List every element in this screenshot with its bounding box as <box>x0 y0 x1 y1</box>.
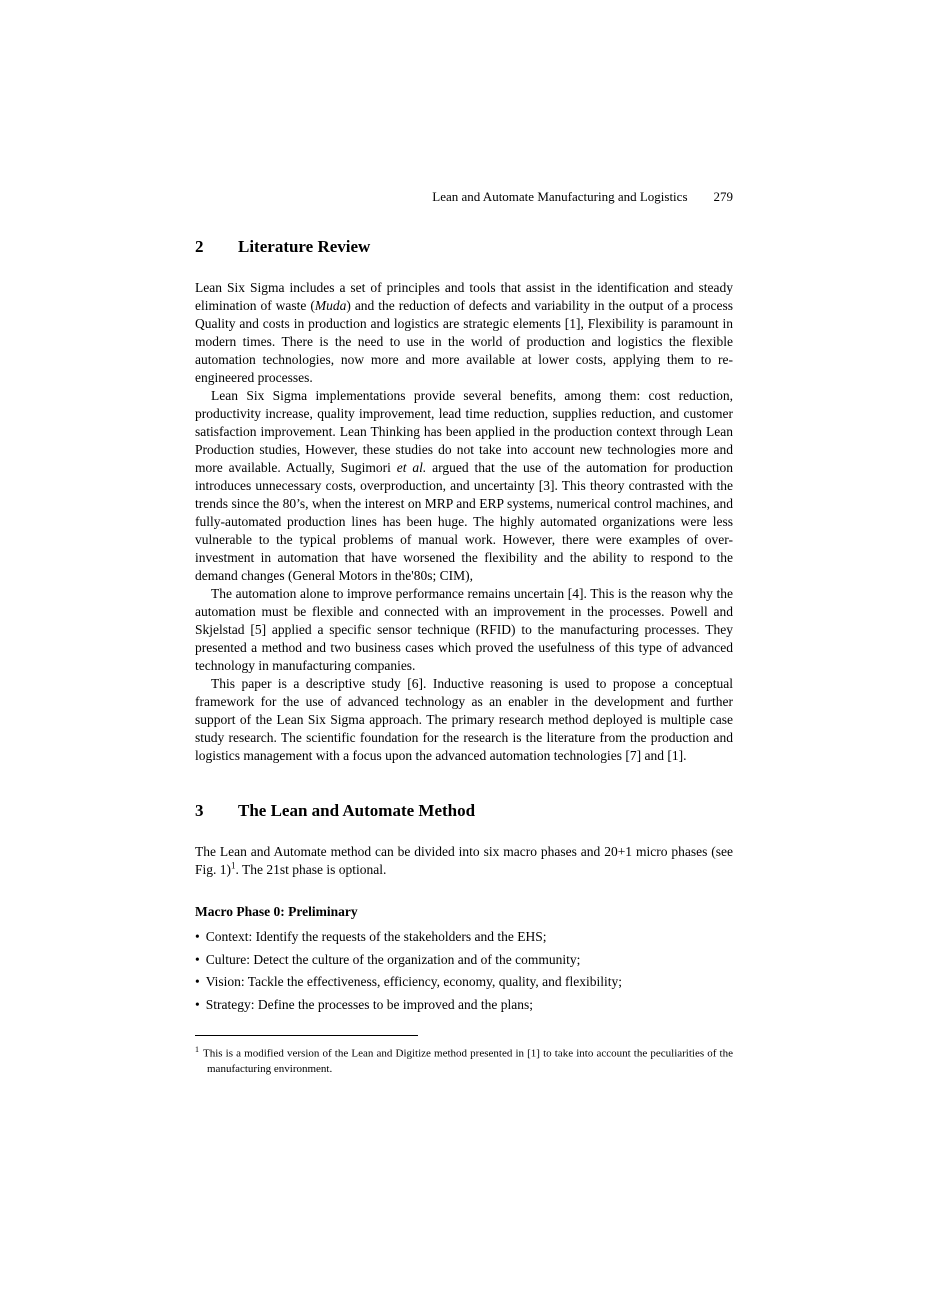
para-text: Lean Six Sigma includes a set of principles and tools that assist in the identification and steady elimination of waste ( <box>195 280 733 313</box>
page-content <box>195 189 733 1088</box>
section-2-number: 2 <box>195 237 204 256</box>
footnote-marker: 1 <box>195 1044 199 1054</box>
macro-phase-subheading: Macro Phase 0: Preliminary <box>195 904 358 919</box>
bullet-text: Strategy: Define the processes to be improved and the plans; <box>205 996 534 1012</box>
bullet-list <box>195 928 733 1014</box>
para-text: . The 21st phase is optional. <box>235 862 387 877</box>
section2-paragraph-4: This paper is a descriptive study [6]. Inductive reasoning is used to propose a conceptual framework for the use of advanced technology as an enabler in the development and further support of the Lean Six Sigma approach. The primary research method deployed is multiple case study research. The scientific foundation for the research is the literature from the production and logistics management with a focus upon the advanced automation technologies [7] and [1]. <box>195 676 733 763</box>
bullet-icon: • <box>195 929 200 944</box>
section-2-title: Literature Review <box>238 237 371 256</box>
bullet-text: Context: Identify the requests of the stakeholders and the EHS; <box>205 929 547 944</box>
footnote-marker-inline: 1 <box>231 860 236 871</box>
bullet-icon: • <box>195 951 200 967</box>
page-number: 279 <box>713 189 733 204</box>
section2-paragraph-3: The automation alone to improve performance remains uncertain [4]. This is the reason why the automation must be flexible and connected with an improvement in the processes. Powell and Skjelstad [5] applied a specific sensor technique (RFID) to the manufacturing processes. They presented a method and two business cases which proved the usefulness of this type of advanced technology in manufacturing companies. <box>195 586 733 673</box>
section2-paragraph-2 <box>195 387 733 585</box>
footnote-text: This is a modified version of the Lean and Digitize method presented in [1] to take into account the peculiarities of the manufacturing environment. <box>203 1047 733 1075</box>
running-title: Lean and Automate Manufacturing and Logistics <box>432 189 688 204</box>
section-2-heading <box>195 237 733 257</box>
section2-paragraph-1 <box>195 279 733 387</box>
bullet-item-context <box>195 928 733 946</box>
section-3-number: 3 <box>195 801 204 820</box>
bullet-item-culture <box>195 951 733 969</box>
bullet-item-strategy <box>195 996 733 1014</box>
bullet-text: Culture: Detect the culture of the organization and of the community; <box>205 951 581 967</box>
footnote-separator <box>195 1035 418 1036</box>
running-header <box>195 189 733 204</box>
section-3-title: The Lean and Automate Method <box>238 801 476 820</box>
footnote <box>195 1042 733 1078</box>
italic-term-muda: Muda <box>314 298 347 313</box>
para-text: The Lean and Automate method can be divided into six macro phases and 20+1 micro phases (see Fig. 1) <box>195 844 733 877</box>
para-text: ) and the reduction of defects and variability in the output of a process Quality and costs in production and logistics are strategic elements [1], Flexibility is paramount in modern times. There is the need to use in the world of production and logistics the flexible automation technologies, now more and more available at lower costs, applying them to re-engineered processes. <box>195 298 733 385</box>
bullet-text: Vision: Tackle the effectiveness, efficiency, economy, quality, and flexibility; <box>205 974 622 989</box>
italic-term-et-al: et al. <box>396 460 427 475</box>
para-text: argued that the use of the automation for production introduces unnecessary costs, overproduction, and uncertainty [3]. This theory contrasted with the trends since the 80’s, when the interest on MRP and ERP systems, numerical control machines, and fully-automated production lines has been huge. The highly automated organizations were less vulnerable to the typical problems of manual work. However, there were examples of over-investment in automation that have worsened the flexibility and the ability to respond to the demand changes (General Motors in the'80s; CIM), <box>195 460 733 583</box>
section3-intro-paragraph <box>195 843 733 879</box>
bullet-item-vision <box>195 973 733 991</box>
bullet-icon: • <box>195 974 200 989</box>
section-3-heading <box>195 801 733 821</box>
bullet-icon: • <box>195 996 200 1012</box>
para-text: Lean Six Sigma implementations provide several benefits, among them: cost reduction, productivity increase, quality improvement, lead time reduction, supplies reduction, and customer satisfaction improvement. Lean Thinking has been applied in the production context through Lean Production studies, However, these studies do not take into account new technologies more and more available. Actually, Sugimori <box>195 388 733 475</box>
